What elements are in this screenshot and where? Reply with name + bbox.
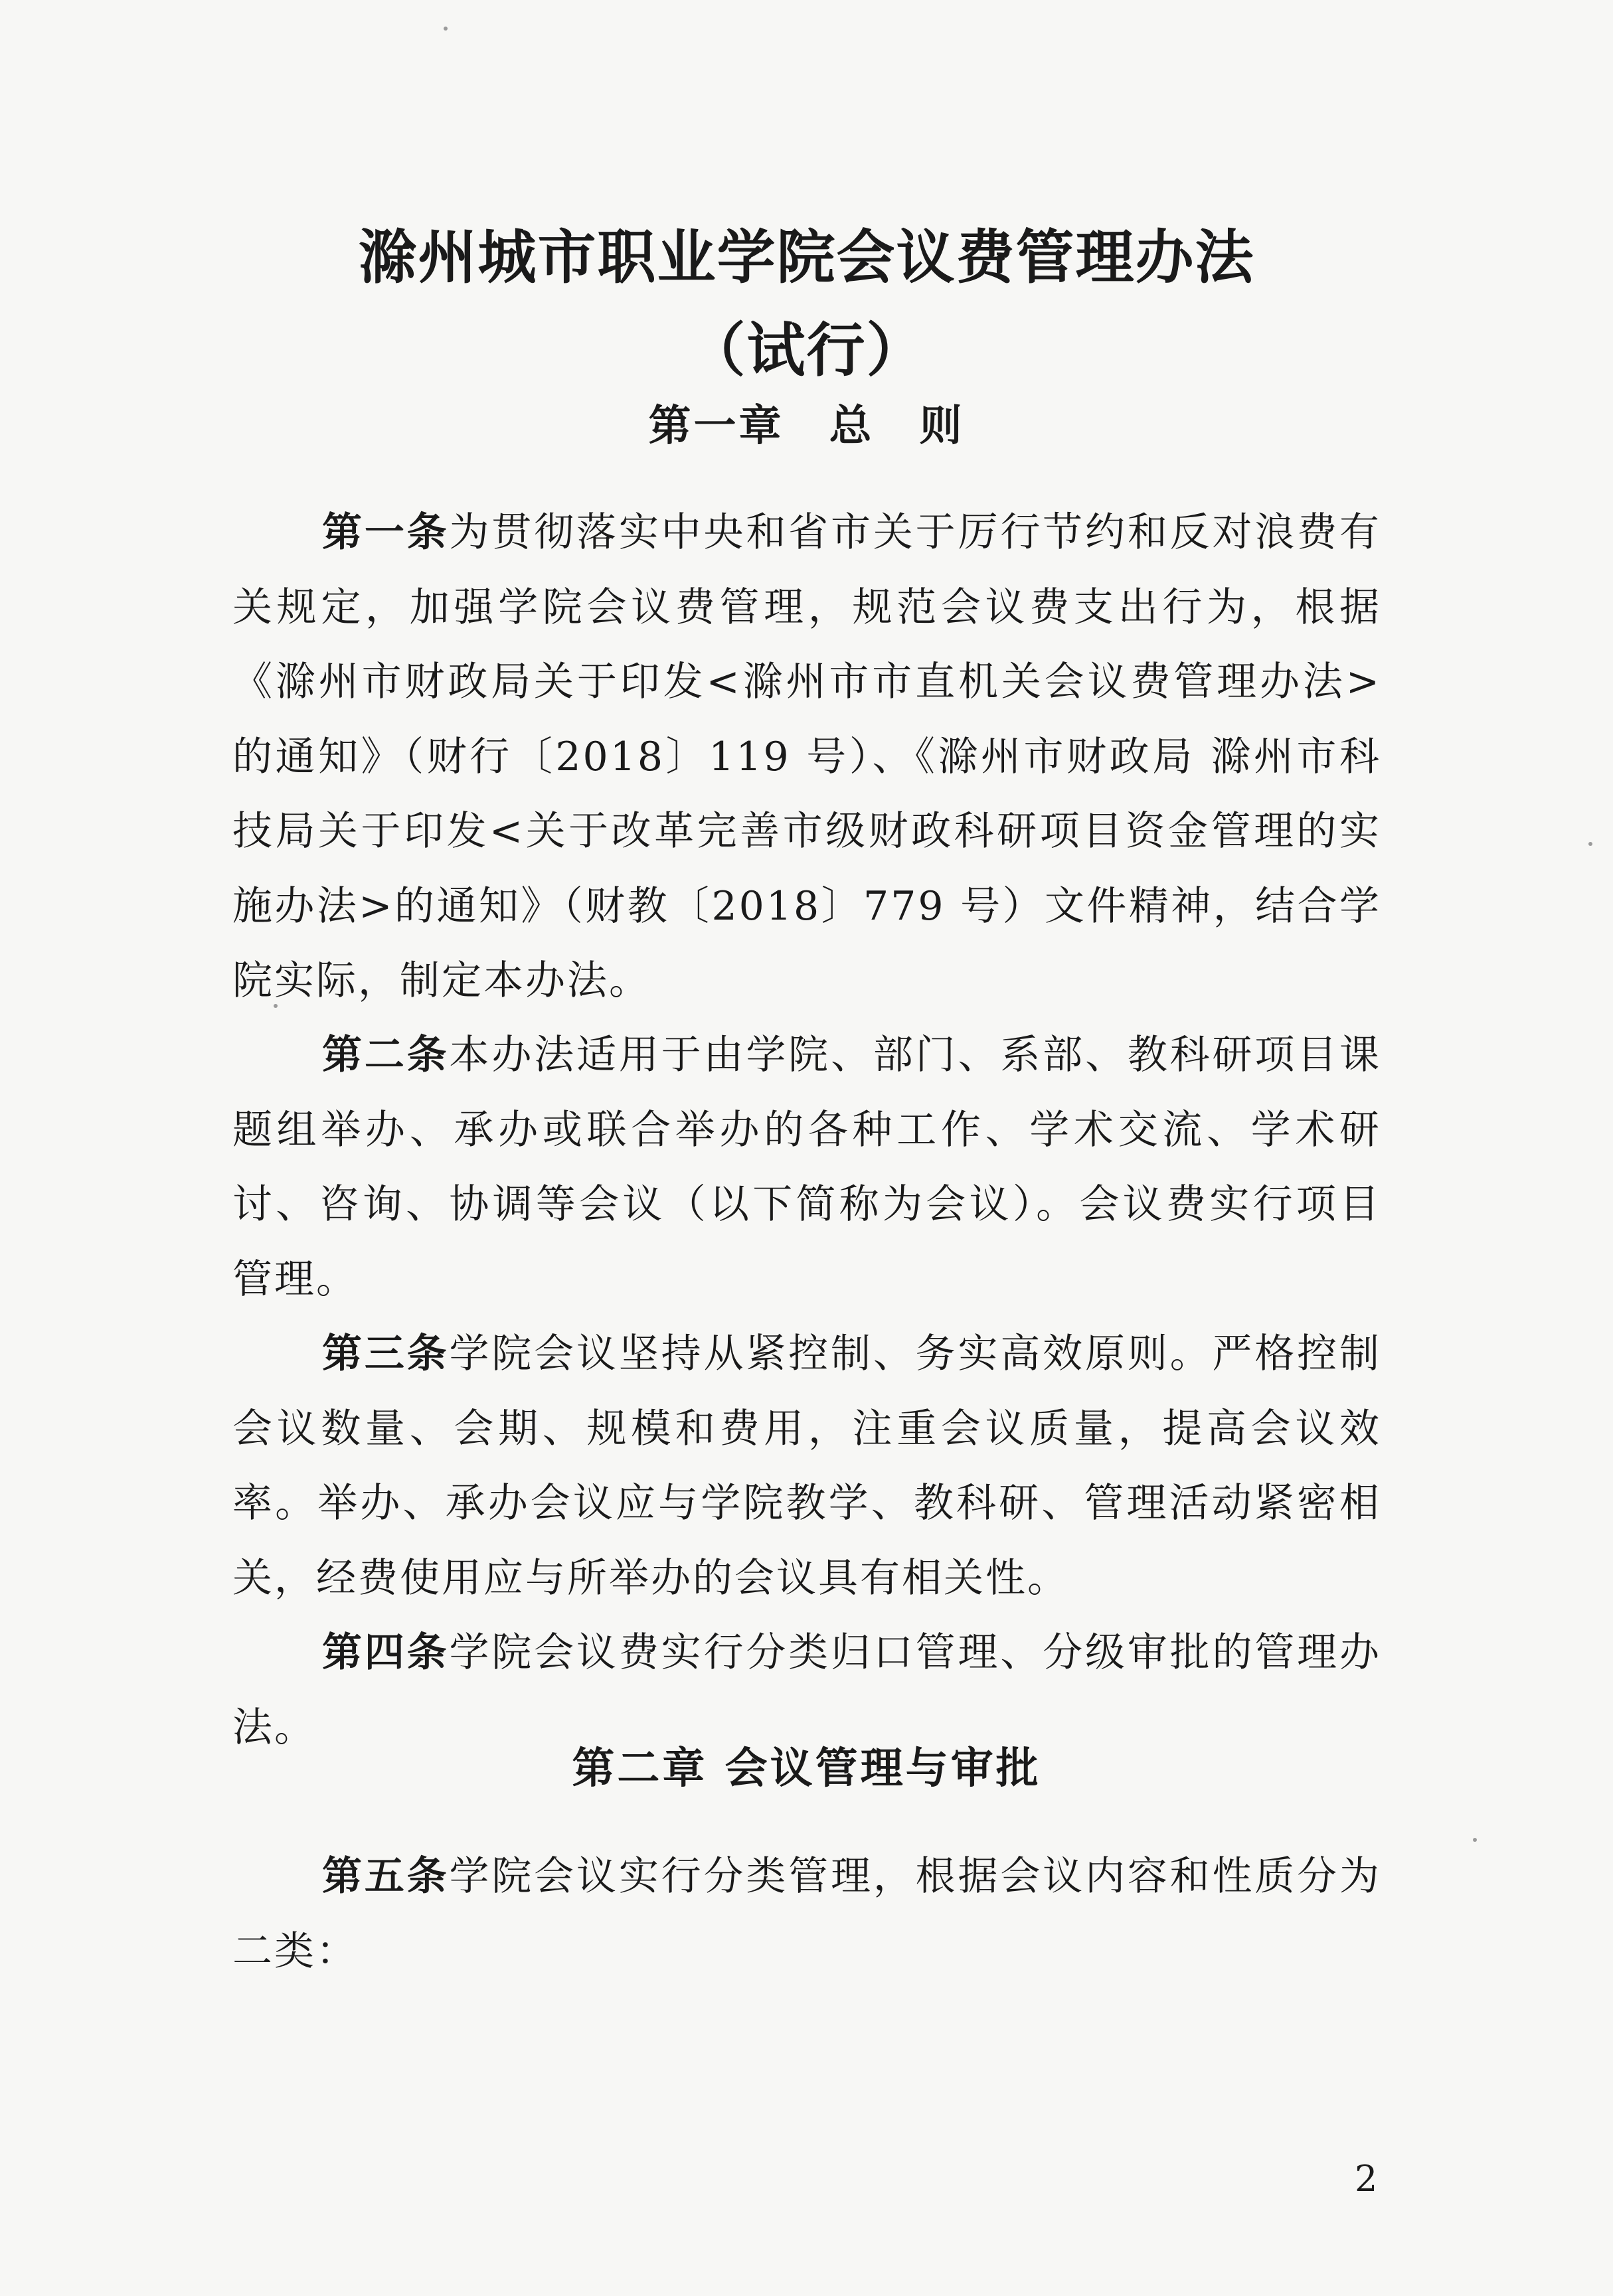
scan-speck [444,27,448,31]
article-text: 为贯彻落实中央和省市关于厉行节约和反对浪费有关规定，加强学院会议费管理，规范会议费支出行为，根据《滁州市财政局关于印发<滁州市市直机关会议费管理办法>的通知》（财行〔2018〕119 号）、《滁州市财政局 滁州市科技局关于印发<关于改革完善市级财政科研项目资金管理的实施办法>的通知》（财教〔2018〕779 号）文件精神，结合学院实际，制定本办法。 [232,509,1381,1004]
chapter-heading-1: 第一章 总 则 [648,402,965,451]
article-label: 第三条 [322,1331,450,1377]
article-text: 学院会议实行分类管理，根据会议内容和性质分为二类： [232,1853,1381,1975]
article-5 [232,1839,1381,1989]
article-2 [232,1018,1381,1317]
article-text: 本办法适用于由学院、部门、系部、教科研项目课题组举办、承办或联合举办的各种工作、学术交流、学术研讨、咨询、协调等会议（以下简称为会议）。会议费实行项目管理。 [232,1032,1381,1303]
article-label: 第四条 [322,1629,450,1676]
document-subtitle: （试行） [687,316,926,384]
article-label: 第一条 [322,509,450,556]
article-text: 学院会议坚持从紧控制、务实高效原则。严格控制会议数量、会期、规模和费用，注重会议质量，提高会议效率。举办、承办会议应与学院教学、教科研、管理活动紧密相关，经费使用应与所举办的会议具有相关性。 [232,1331,1381,1601]
article-3 [232,1317,1381,1615]
scan-speck [1473,1838,1477,1842]
document-title: 滁州城市职业学院会议费管理办法 [358,223,1255,291]
page-number: 2 [1355,2158,1378,2200]
chapter-heading-2: 第二章 会议管理与审批 [572,1744,1041,1793]
scan-speck [1588,842,1592,846]
article-1 [232,495,1381,1019]
scan-speck [274,1004,278,1008]
article-text: 学院会议费实行分类归口管理、分级审批的管理办法。 [232,1629,1381,1751]
article-label: 第二条 [322,1032,450,1078]
article-label: 第五条 [322,1853,450,1900]
